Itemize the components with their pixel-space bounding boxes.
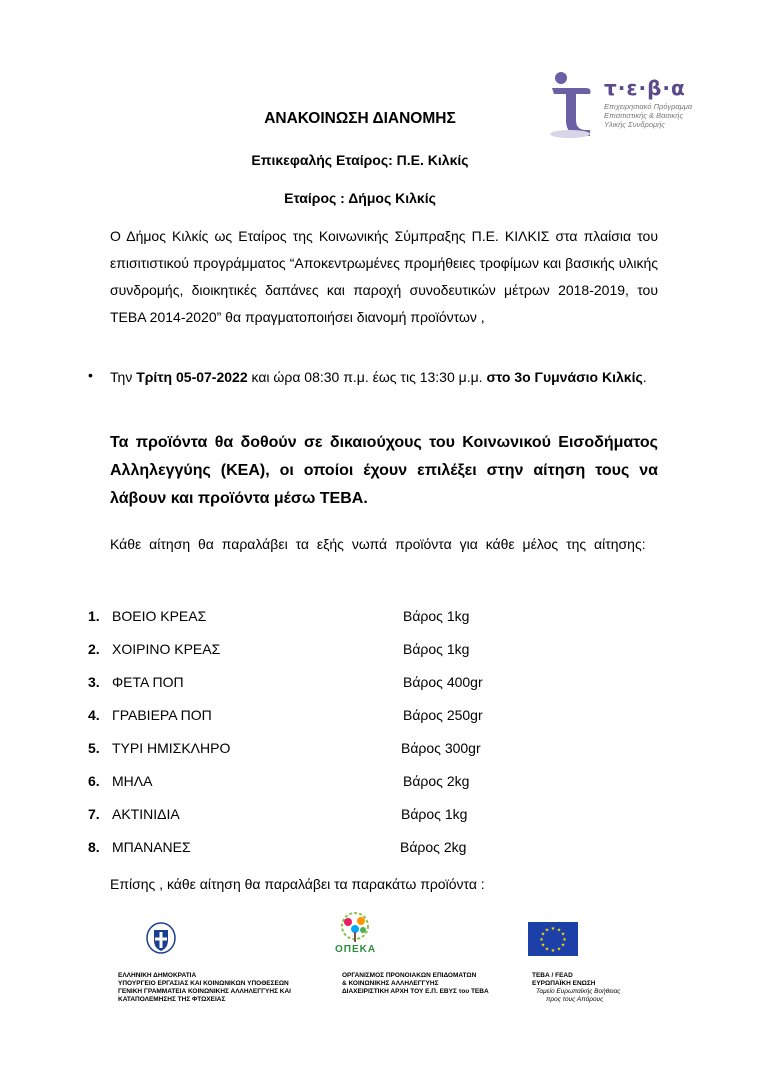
svg-text:★: ★ bbox=[539, 937, 544, 943]
page-title: ΑΝΑΚΟΙΝΩΣΗ ΔΙΑΝΟΜΗΣ bbox=[264, 110, 456, 127]
product-item: 6. ΜΗΛΑ Βάρος 2kg bbox=[88, 773, 470, 789]
product-item: 5. ΤΥΡΙ ΗΜΙΣΚΛΗΡΟ Βάρος 300gr bbox=[88, 740, 481, 756]
svg-text:★: ★ bbox=[562, 937, 567, 943]
greek-emblem-icon bbox=[146, 922, 176, 954]
distribution-time: Την Τρίτη 05-07-2022 και ώρα 08:30 π.μ. έως τις 13:30 μ.μ. στο 3ο Γυμνάσιο Κιλκίς. bbox=[110, 369, 647, 385]
each-application-text: Κάθε αίτηση θα παραλάβει τα εξής νωπά προϊόντα για κάθε μέλος της αίτησης: bbox=[110, 536, 646, 552]
also-text: Επίσης , κάθε αίτηση θα παραλάβει τα παρακάτω προϊόντα : bbox=[110, 876, 485, 892]
opeka-logo bbox=[330, 912, 380, 958]
product-item: 2. ΧΟΙΡΙΝΟ ΚΡΕΑΣ Βάρος 1kg bbox=[88, 641, 470, 657]
svg-text:★: ★ bbox=[544, 927, 550, 934]
eligibility-paragraph: Τα προϊόντα θα δοθούν σε δικαιούχους του Κοινωνικού Εισοδήματος Αλληλεγγύης (ΚΕΑ), οι οποίοι έχουν επιλέξει στην αίτηση τους να λάβουν και προϊόντα μέσω ΤΕΒΑ. bbox=[110, 434, 658, 507]
lead-partner: Επικεφαλής Εταίρος: Π.Ε. Κιλκίς bbox=[251, 152, 469, 168]
svg-text:★: ★ bbox=[544, 946, 550, 953]
eu-flag-icon bbox=[528, 922, 578, 956]
footer-ministry: ΕΛΛΗΝΙΚΗ ΔΗΜΟΚΡΑΤΙΑ ΥΠΟΥΡΓΕΙΟ ΕΡΓΑΣΙΑΣ ΚΑΙ ΚΟΙΝΩΝΙΚΩΝ ΥΠΟΘΕΣΕΩΝ ΓΕΝΙΚΗ ΓΡΑΜΜΑΤΕΙΑ ΚΟΙΝΩΝΙΚΗΣ ΑΛΛΗΛΕΓΓΥΗΣ ΚΑΙ ΚΑΤΑΠΟΛΕΜΗΣΗΣ ΤΗΣ ΦΤΩΧΕΙΑΣ bbox=[118, 972, 291, 1003]
product-item: 7. ΑΚΤΙΝΙΔΙΑ Βάρος 1kg bbox=[88, 806, 468, 822]
svg-text:★: ★ bbox=[556, 946, 562, 953]
svg-text:★: ★ bbox=[560, 931, 566, 938]
product-item: 8. ΜΠΑΝΑΝΕΣ Βάρος 2kg bbox=[88, 839, 467, 855]
opeka-label: ΟΠΕΚΑ bbox=[335, 944, 377, 955]
svg-text:★: ★ bbox=[556, 927, 562, 934]
teva-wordmark: τ·ε·β·α bbox=[604, 76, 686, 100]
footer-opeka: ΟΡΓΑΝΙΣΜΟΣ ΠΡΟΝΟΙΑΚΩΝ ΕΠΙΔΟΜΑΤΩΝ & ΚΟΙΝΩΝΙΚΗΣ ΑΛΛΗΛΕΓΓΥΗΣ ΔΙΑΧΕΙΡΙΣΤΙΚΗ ΑΡΧΗ ΤΟΥ Ε.Π. ΕΒΥΣ του ΤΕΒΑ bbox=[342, 972, 489, 995]
distribution-date: Τρίτη 05-07-2022 bbox=[136, 369, 248, 385]
svg-text:★: ★ bbox=[560, 942, 566, 949]
product-item: 1. ΒΟΕΙΟ ΚΡΕΑΣ Βάρος 1kg bbox=[88, 608, 470, 624]
svg-text:★: ★ bbox=[540, 931, 546, 938]
product-item: 4. ΓΡΑΒΙΕΡΑ ΠΟΠ Βάρος 250gr bbox=[88, 707, 483, 723]
teva-logo bbox=[546, 70, 696, 140]
footer-eu: ΤΕΒΑ / FEAD ΕΥΡΩΠΑΪΚΗ ΕΝΩΣΗ Ταμείο Ευρωπαϊκής Βοήθειας προς τους Απόρους bbox=[532, 972, 621, 1003]
svg-text:★: ★ bbox=[540, 942, 546, 949]
teva-logo-icon bbox=[546, 70, 602, 140]
bullet-icon: • bbox=[88, 367, 93, 383]
svg-text:★: ★ bbox=[550, 948, 556, 954]
partner: Εταίρος : Δήμος Κιλκίς bbox=[284, 190, 436, 206]
opeka-tree-icon bbox=[330, 912, 380, 946]
intro-paragraph: Ο Δήμος Κιλκίς ως Εταίρος της Κοινωνικής Σύμπραξης Π.Ε. ΚΙΛΚΙΣ στα πλαίσια του επισιτιστικού προγράμματος “Αποκεντρωμένες προμήθειες τροφίμων και βασικής υλικής συνδρομής, διοικητικές δαπάνες και παροχή συνοδευτικών μέτρων 2018-2019, του ΤΕΒΑ 2014-2020” θα πραγματοποιήσει διανομή προϊόντων , bbox=[110, 228, 658, 325]
distribution-place: στο 3ο Γυμνάσιο Κιλκίς bbox=[486, 369, 643, 385]
teva-tagline: Επιχειρησιακό Πρόγραμμα Επισιτιστικής & Βασικής Υλικής Συνδρομής bbox=[604, 102, 693, 129]
product-item: 3. ΦΕΤΑ ΠΟΠ Βάρος 400gr bbox=[88, 674, 483, 690]
svg-text:★: ★ bbox=[550, 926, 556, 932]
